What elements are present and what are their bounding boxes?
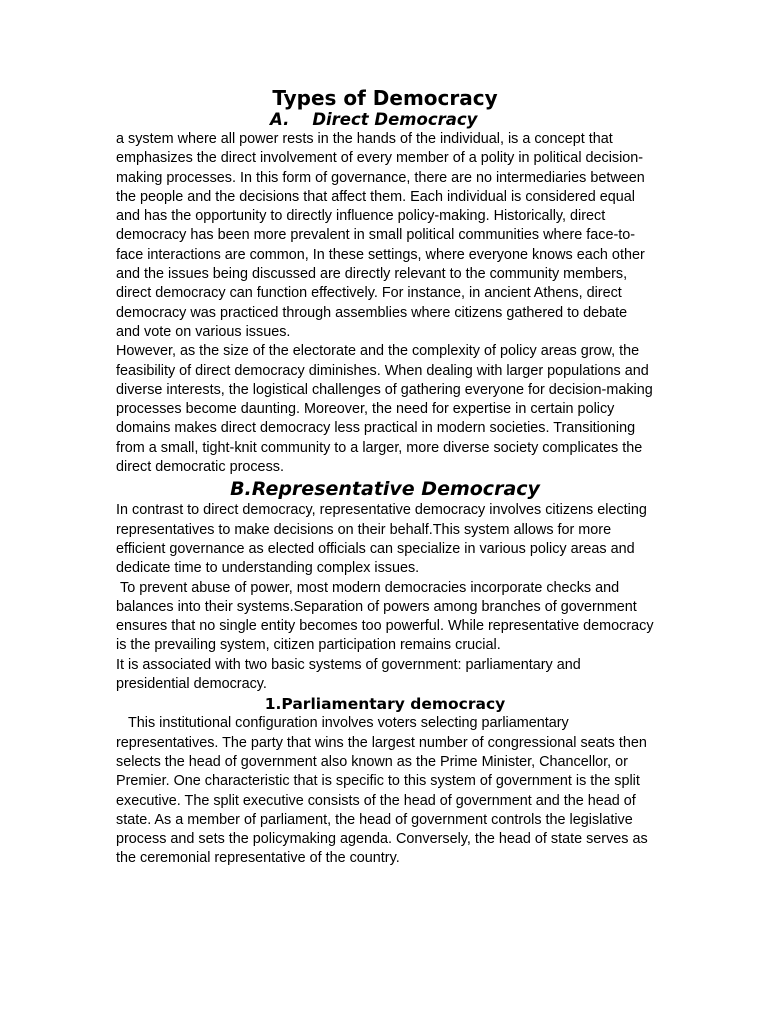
section-b-paragraph-1: In contrast to direct democracy, representative democracy involves citizens electing representatives to make decisions on their behalf.This system allows for more efficient governance as elected officials can specialize in various policy areas and dedicate time to understanding complex issues. xyxy=(116,502,651,577)
section-a-paragraph-1: a system where all power rests in the hands of the individual, is a concept that emphasizes the direct involvement of every member of a polity in political decision-making processes. In this form of governance, there are no intermediaries between the people and the decisions that affect them. Each individual is considered equal and has the opportunity to directly influence policy-making. Historically, direct democracy has been more prevalent in small political communities where face-to-face interactions are common, In these settings, where everyone knows each other and the issues being discussed are directly relevant to the community members, direct democracy can function effectively. For instance, in ancient Athens, direct democracy was practiced through assemblies where citizens gathered to debate and vote on various issues. xyxy=(116,131,649,340)
document-title: Types of Democracy xyxy=(272,86,498,110)
section-b-paragraph-3: It is associated with two basic systems of government: parliamentary and presidential democracy. xyxy=(116,656,585,693)
document-page xyxy=(116,86,658,869)
section-b-heading: B.Representative Democracy xyxy=(230,478,540,501)
section-1-paragraph-1: This institutional configuration involves voters selecting parliamentary representatives. The party that wins the largest number of congressional seats then selects the head of government also known as the Prime Minister, Chancellor, or Premier. One characteristic that is specific to this system of government is the split executive. The split executive consists of the head of government and the head of state. As a member of parliament, the head of government controls the legislative process and sets the policymaking agenda. Conversely, the head of state serves as the ceremonial representative of the country. xyxy=(116,715,652,867)
section-b-paragraph-2: To prevent abuse of power, most modern democracies incorporate checks and balances into their systems.Separation of powers among branches of government ensures that no single entity becomes too powerful. While representative democracy is the prevailing system, citizen participation remains crucial. xyxy=(116,579,658,654)
section-1-heading: 1.Parliamentary democracy xyxy=(264,695,506,714)
section-a-paragraph-2: However, as the size of the electorate and the complexity of policy areas grow, the feasibility of direct democracy diminishes. When dealing with larger populations and diverse interests, the logistical challenges of gathering everyone for decision-making processes become daunting. Moreover, the need for expertise in certain policy domains makes direct democracy less practical in modern societies. Transitioning from a small, tight-knit community to a larger, more diverse society complicates the direct democratic process. xyxy=(116,343,657,476)
section-a-heading: A. Direct Democracy xyxy=(270,110,478,129)
